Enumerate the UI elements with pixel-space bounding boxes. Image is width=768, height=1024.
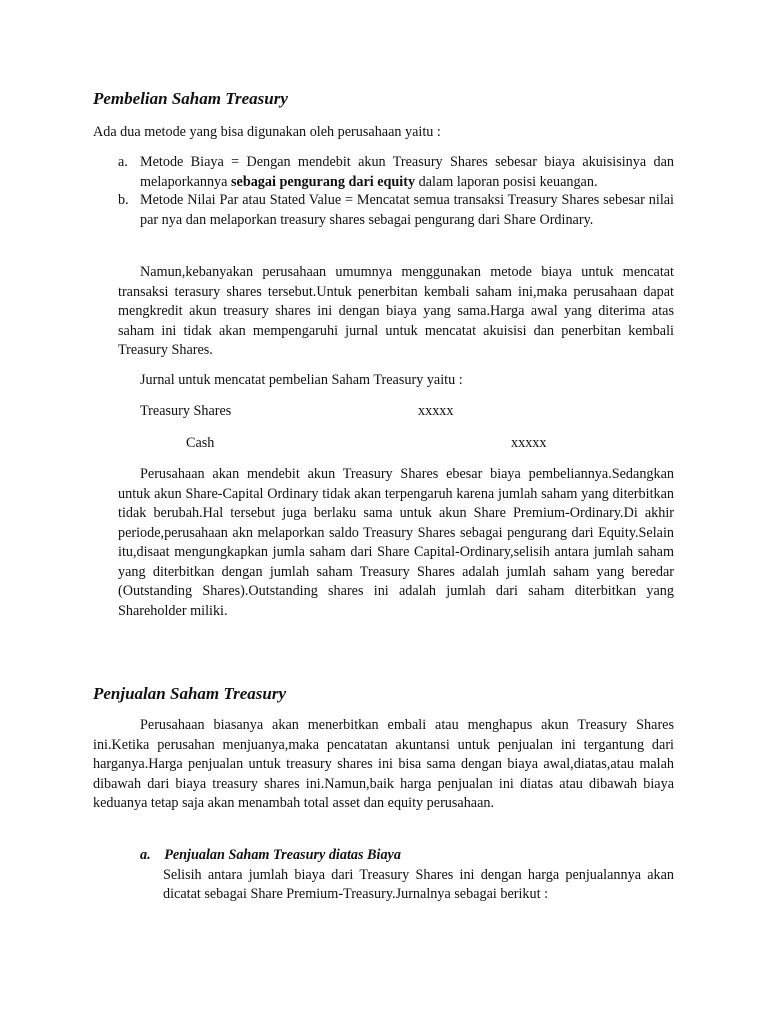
journal-intro: Jurnal untuk mencatat pembelian Saham Treasury yaitu :: [140, 372, 463, 388]
journal-amount-credit: xxxxx: [511, 435, 547, 451]
section-heading-pembelian: Pembelian Saham Treasury: [93, 89, 288, 108]
journal-entry-credit: [186, 434, 214, 454]
section-heading-penjualan: Penjualan Saham Treasury: [93, 684, 287, 703]
journal-account-treasury-shares: Treasury Shares: [140, 403, 232, 419]
intro-text: Ada dua metode yang bisa digunakan oleh perusahaan yaitu :: [93, 124, 441, 140]
journal-amount-debit: xxxxx: [418, 403, 454, 419]
subsection-text: Selisih antara jumlah biaya dari Treasury Shares ini dengan harga penjualannya akan dicatat sebagai Share Premium-Treasury.Jurnalnya sebagai berikut :: [163, 866, 674, 902]
method-b-text: Metode Nilai Par atau Stated Value = Mencatat semua transaksi Treasury Shares sebesar nilai par nya dan melaporkan treasury shares sebagai pengurang dari Share Ordinary.: [140, 192, 674, 228]
method-a-text-end: dalam laporan posisi keuangan.: [415, 173, 598, 190]
method-a-text-start: Metode Biaya = Dengan mendebit akun Treasury Shares sebesar biaya akuisisinya dan melaporkannya: [140, 154, 674, 190]
method-list-item-a: [118, 153, 674, 192]
subsection-title: Penjualan Saham Treasury diatas Biaya: [164, 847, 401, 863]
paragraph-metode-biaya: Namun,kebanyakan perusahaan umumnya menggunakan metode biaya untuk mencatat transaksi terasury shares tersebut.Untuk penerbitan kembali saham ini,maka perusahaan dapat mengkredit akun treasury shares ini dengan biaya yang sama.Harga awal yang diterima atas saham ini tidak akan mempengaruhi jurnal untuk mencatat akuisisi dan penerbitan kembali Treasury Shares.: [118, 264, 674, 358]
subsection-diatas-biaya: [140, 846, 674, 905]
paragraph-penjualan: Perusahaan biasanya akan menerbitkan embali atau menghapus akun Treasury Shares ini.Ketika perusahan menjuanya,maka pencatatan akuntansi untuk penjualan ini tergantung dari harganya.Harga penjualan untuk treasury shares ini bisa sama dengan biaya awal,diatas,atau malah dibawah dari biaya treasury shares ini.Namun,baik harga penjualan ini diatas atau dibawah biaya keduanya tetap saja akan menambah total asset dan equity perusahaan.: [93, 717, 674, 811]
subsection-heading: [140, 846, 674, 866]
list-marker: b.: [118, 192, 129, 208]
method-list-item-b: [118, 191, 674, 230]
journal-account-cash: Cash: [186, 435, 215, 451]
method-a-text: [140, 153, 674, 192]
method-a-bold-phrase: sebagai pengurang dari equity: [231, 173, 416, 190]
subsection-marker: a.: [140, 847, 151, 863]
list-marker: a.: [118, 154, 128, 170]
journal-entry-debit: [140, 402, 231, 422]
paragraph-treasury-shares-reporting: Perusahaan akan mendebit akun Treasury Shares ebesar biaya pembeliannya.Sedangkan untuk akun Share-Capital Ordinary tidak akan terpengaruh karena jumlah saham yang diterbitkan tidak berubah.Hal tersebut juga berlaku sama untuk akun Share Premium-Ordinary.Di akhir periode,perusahaan akn melaporkan saldo Treasury Shares sebagai pengurang dari Equity.Selain itu,disaat mengungkapkan jumla saham dari Share Capital-Ordinary,selisih antara jumlah saham yang diterbitkan dengan jumlah saham Treasury Shares adalah jumlah saham yang beredar (Outstanding Shares).Outstanding shares ini adalah jumlah dari saham diterbitkan yang Shareholder miliki.: [118, 466, 674, 619]
